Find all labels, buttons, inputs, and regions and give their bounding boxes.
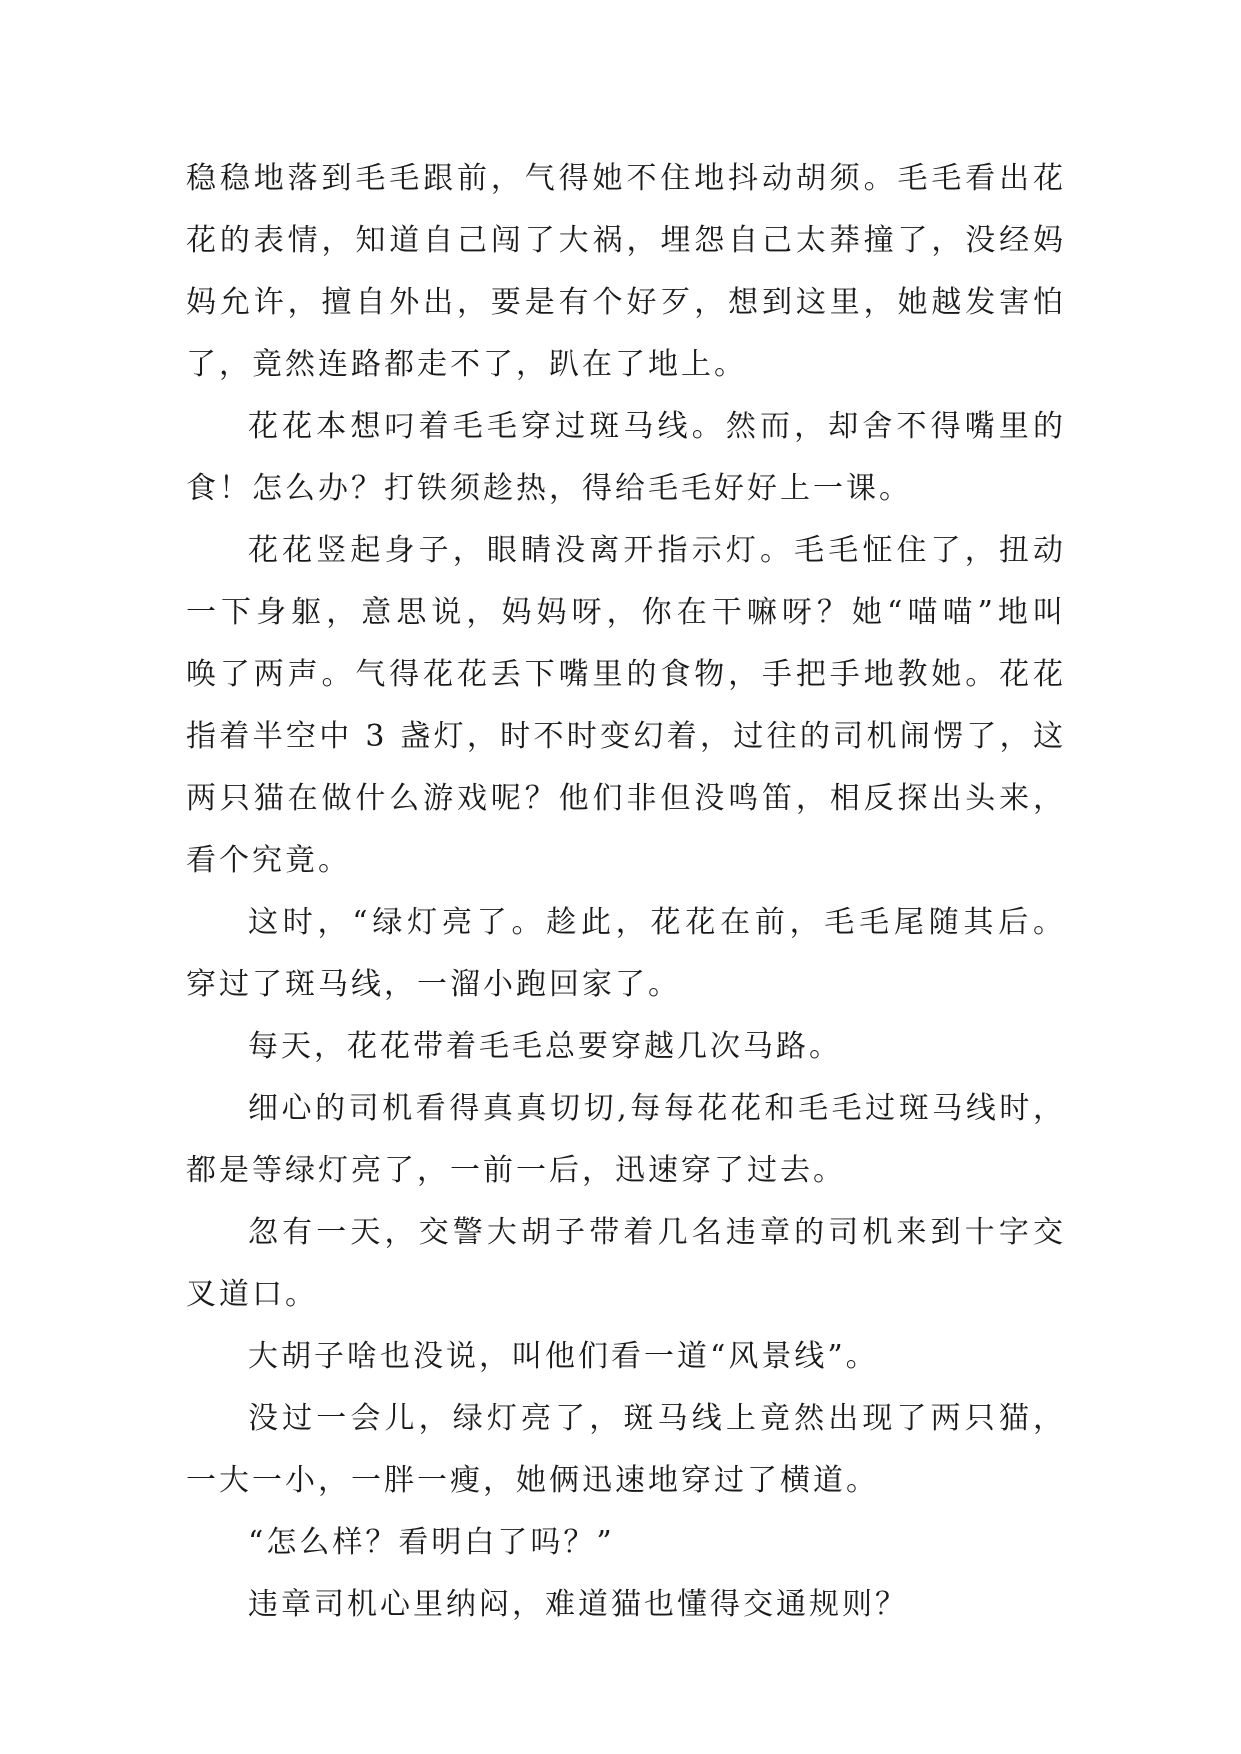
paragraph (186, 520, 1066, 892)
text-line: 穿过了斑马线，一溜小跑回家了。 (186, 967, 681, 1002)
text-line: 两只猫在做什么游戏呢？他们非但没鸣笛，相反探出头来， (186, 781, 1066, 816)
paragraph (186, 1078, 1066, 1202)
text-line: 看个究竟。 (186, 843, 351, 878)
paragraph (186, 396, 1066, 520)
paragraph (186, 1574, 1066, 1636)
text-line: 了，竟然连路都走不了，趴在了地上。 (186, 347, 747, 382)
text-line: 妈允许，擅自外出，要是有个好歹，想到这里，她越发害怕 (186, 285, 1066, 320)
document-page (186, 148, 1066, 1636)
document-body (186, 148, 1066, 1636)
text-line: 一大一小，一胖一瘦，她俩迅速地穿过了横道。 (186, 1463, 879, 1498)
text-line: 细心的司机看得真真切切,每每花花和毛毛过斑马线时， (248, 1091, 1066, 1126)
text-line: 花花竖起身子，眼睛没离开指示灯。毛毛怔住了，扭动 (248, 533, 1066, 568)
paragraph (186, 892, 1066, 1016)
paragraph (186, 1326, 1066, 1388)
text-line: 稳稳地落到毛毛跟前，气得她不住地抖动胡须。毛毛看出花 (186, 161, 1066, 196)
text-line: 唤了两声。气得花花丢下嘴里的食物，手把手地教她。花花 (186, 657, 1066, 692)
text-line: 叉道口。 (186, 1277, 318, 1312)
paragraph (186, 148, 1066, 396)
text-line: 食！怎么办？打铁须趁热，得给毛毛好好上一课。 (186, 471, 912, 506)
paragraph (186, 1512, 1066, 1574)
text-line: 花的表情，知道自己闯了大祸，埋怨自己太莽撞了，没经妈 (186, 223, 1066, 258)
text-line: 这时，“绿灯亮了。趁此，花花在前，毛毛尾随其后。 (248, 905, 1066, 940)
paragraph (186, 1016, 1066, 1078)
text-line: 一下身躯，意思说，妈妈呀，你在干嘛呀？她“喵喵”地叫 (186, 595, 1066, 630)
paragraph (186, 1202, 1066, 1326)
text-line: 违章司机心里纳闷，难道猫也懂得交通规则？ (248, 1587, 908, 1622)
text-line: “怎么样？看明白了吗？” (248, 1525, 615, 1560)
paragraph (186, 1388, 1066, 1512)
text-line: 忽有一天，交警大胡子带着几名违章的司机来到十字交 (248, 1215, 1066, 1250)
text-line: 都是等绿灯亮了，一前一后，迅速穿了过去。 (186, 1153, 846, 1188)
text-line: 大胡子啥也没说，叫他们看一道“风景线”。 (248, 1339, 879, 1374)
text-line: 没过一会儿，绿灯亮了，斑马线上竟然出现了两只猫， (248, 1401, 1066, 1436)
text-line: 每天，花花带着毛毛总要穿越几次马路。 (248, 1029, 842, 1064)
text-line: 花花本想叼着毛毛穿过斑马线。然而，却舍不得嘴里的 (248, 409, 1066, 444)
text-line: 指着半空中 3 盏灯，时不时变幻着，过往的司机闹愣了，这 (186, 719, 1066, 754)
